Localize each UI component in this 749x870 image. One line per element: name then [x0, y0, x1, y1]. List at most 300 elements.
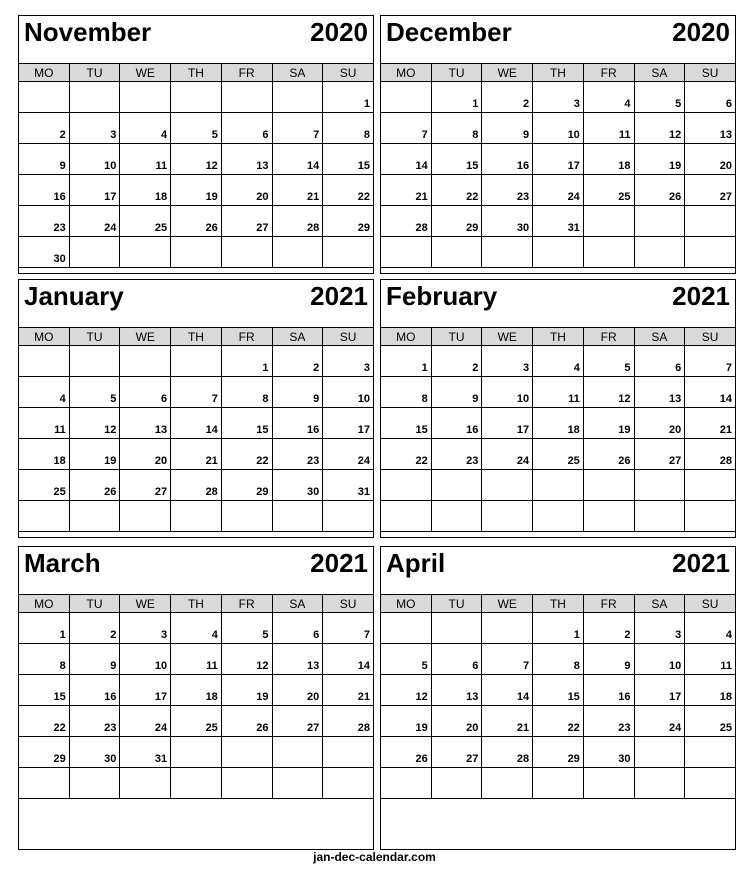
day-cell: 26 [221, 706, 272, 737]
month-name: February [386, 281, 498, 311]
week-row [19, 439, 374, 470]
weekday-label: MO [381, 595, 432, 613]
day-cell: 30 [69, 737, 120, 768]
day-cell [482, 470, 533, 501]
week-row [381, 144, 736, 175]
month-header [19, 547, 373, 594]
day-cell: 30 [583, 737, 634, 768]
day-cell: 28 [685, 439, 736, 470]
day-cell: 5 [171, 113, 222, 144]
day-cell [482, 768, 533, 799]
day-cell: 15 [221, 408, 272, 439]
weekday-label: TH [171, 595, 222, 613]
day-cell [634, 470, 685, 501]
week-row [19, 737, 374, 768]
week-row [381, 237, 736, 268]
month-name: January [24, 281, 124, 311]
day-cell: 28 [482, 737, 533, 768]
day-cell [120, 237, 171, 268]
month-header [19, 280, 373, 327]
week-row [381, 377, 736, 408]
day-cell: 10 [120, 644, 171, 675]
day-cell: 11 [583, 113, 634, 144]
month-december-2020 [380, 15, 736, 274]
day-cell [381, 470, 432, 501]
day-cell: 7 [685, 346, 736, 377]
day-cell: 10 [482, 377, 533, 408]
day-cell: 8 [533, 644, 584, 675]
day-cell [19, 768, 70, 799]
day-cell: 20 [634, 408, 685, 439]
day-cell: 23 [69, 706, 120, 737]
day-cell: 9 [583, 644, 634, 675]
day-cell [323, 237, 374, 268]
day-cell [482, 613, 533, 644]
day-cell: 28 [272, 206, 323, 237]
weekday-label: SU [685, 64, 736, 82]
day-cell: 7 [272, 113, 323, 144]
day-cell: 1 [533, 613, 584, 644]
day-cell: 3 [533, 82, 584, 113]
day-cell: 14 [272, 144, 323, 175]
weekday-label: TH [171, 328, 222, 346]
day-cell [381, 613, 432, 644]
weekday-label: FR [221, 328, 272, 346]
month-year: 2021 [672, 548, 730, 578]
weekday-label: TU [431, 328, 482, 346]
month-header [19, 16, 373, 63]
day-cell [120, 501, 171, 532]
month-name: March [24, 548, 101, 578]
day-cell: 12 [69, 408, 120, 439]
day-cell: 13 [685, 113, 736, 144]
day-cell: 21 [323, 675, 374, 706]
day-cell: 1 [431, 82, 482, 113]
day-cell: 11 [685, 644, 736, 675]
day-cell: 12 [634, 113, 685, 144]
day-cell: 2 [431, 346, 482, 377]
day-cell: 20 [120, 439, 171, 470]
weekday-label: SU [323, 595, 374, 613]
day-cell: 20 [272, 675, 323, 706]
month-february-2021 [380, 279, 736, 538]
day-cell [533, 237, 584, 268]
week-row [381, 501, 736, 532]
week-row [19, 82, 374, 113]
week-row [19, 144, 374, 175]
day-cell: 19 [171, 175, 222, 206]
day-cell: 7 [171, 377, 222, 408]
day-cell: 17 [120, 675, 171, 706]
day-cell: 7 [381, 113, 432, 144]
day-cell: 19 [381, 706, 432, 737]
week-row [381, 706, 736, 737]
day-cell [221, 501, 272, 532]
weekday-label: FR [583, 595, 634, 613]
weekday-header-row [19, 595, 374, 613]
day-cell [634, 501, 685, 532]
day-cell: 22 [533, 706, 584, 737]
weekday-label: MO [381, 328, 432, 346]
day-cell: 3 [634, 613, 685, 644]
day-cell: 9 [431, 377, 482, 408]
weekday-label: TH [533, 328, 584, 346]
day-cell: 21 [381, 175, 432, 206]
day-cell: 18 [685, 675, 736, 706]
day-cell: 6 [634, 346, 685, 377]
day-cell [685, 768, 736, 799]
day-cell [171, 346, 222, 377]
month-year: 2021 [310, 548, 368, 578]
day-cell: 2 [69, 613, 120, 644]
day-cell: 8 [431, 113, 482, 144]
month-january-2021 [18, 279, 374, 538]
day-cell: 26 [583, 439, 634, 470]
day-cell: 13 [272, 644, 323, 675]
day-cell: 4 [19, 377, 70, 408]
day-cell [431, 470, 482, 501]
day-cell [583, 237, 634, 268]
week-row [19, 470, 374, 501]
day-cell: 1 [323, 82, 374, 113]
month-header [381, 547, 735, 594]
day-cell: 25 [19, 470, 70, 501]
week-row [19, 644, 374, 675]
weekday-label: FR [583, 64, 634, 82]
day-cell: 13 [431, 675, 482, 706]
day-cell: 28 [171, 470, 222, 501]
day-cell [431, 237, 482, 268]
day-cell [272, 82, 323, 113]
day-cell [685, 501, 736, 532]
weekday-label: FR [583, 328, 634, 346]
day-cell: 27 [685, 175, 736, 206]
day-cell: 16 [19, 175, 70, 206]
week-row [381, 644, 736, 675]
day-cell: 15 [533, 675, 584, 706]
day-cell [431, 613, 482, 644]
weekday-label: SA [634, 328, 685, 346]
week-row [19, 706, 374, 737]
day-cell [171, 501, 222, 532]
weekday-label: TU [69, 328, 120, 346]
day-cell [171, 768, 222, 799]
day-cell: 15 [323, 144, 374, 175]
day-cell: 14 [685, 377, 736, 408]
day-cell: 27 [634, 439, 685, 470]
day-cell: 15 [431, 144, 482, 175]
day-cell [272, 237, 323, 268]
week-row [19, 346, 374, 377]
day-cell [323, 737, 374, 768]
day-cell: 25 [685, 706, 736, 737]
day-cell: 20 [685, 144, 736, 175]
day-cell: 29 [323, 206, 374, 237]
month-year: 2020 [672, 17, 730, 47]
day-cell: 1 [381, 346, 432, 377]
day-cell [221, 237, 272, 268]
day-cell [634, 768, 685, 799]
day-cell: 18 [533, 408, 584, 439]
month-year: 2021 [672, 281, 730, 311]
weekday-label: TH [171, 64, 222, 82]
day-cell: 30 [19, 237, 70, 268]
day-cell: 2 [583, 613, 634, 644]
week-row [381, 113, 736, 144]
day-cell: 10 [323, 377, 374, 408]
weekday-label: SU [685, 328, 736, 346]
day-cell: 20 [221, 175, 272, 206]
day-cell: 11 [533, 377, 584, 408]
week-row [19, 377, 374, 408]
day-cell: 13 [120, 408, 171, 439]
weekday-label: MO [381, 64, 432, 82]
day-cell: 12 [381, 675, 432, 706]
day-cell: 3 [120, 613, 171, 644]
day-cell: 11 [19, 408, 70, 439]
day-cell: 6 [431, 644, 482, 675]
day-cell: 4 [583, 82, 634, 113]
week-row [381, 737, 736, 768]
weekday-header-row [381, 328, 736, 346]
day-cell [323, 501, 374, 532]
day-cell: 19 [634, 144, 685, 175]
week-row [19, 113, 374, 144]
day-cell [685, 470, 736, 501]
day-cell: 8 [221, 377, 272, 408]
weekday-label: FR [221, 595, 272, 613]
day-cell [69, 237, 120, 268]
week-row [19, 206, 374, 237]
day-cell [69, 346, 120, 377]
day-cell [533, 470, 584, 501]
day-cell: 4 [171, 613, 222, 644]
day-cell: 3 [482, 346, 533, 377]
weekday-label: TU [69, 64, 120, 82]
weekday-label: TH [533, 595, 584, 613]
week-row [381, 408, 736, 439]
day-cell [381, 237, 432, 268]
day-cell [171, 237, 222, 268]
day-cell [634, 206, 685, 237]
day-cell: 14 [482, 675, 533, 706]
day-cell: 15 [19, 675, 70, 706]
month-name: December [386, 17, 512, 47]
day-cell: 2 [272, 346, 323, 377]
day-cell: 17 [323, 408, 374, 439]
day-cell [381, 768, 432, 799]
week-row [381, 675, 736, 706]
day-cell: 25 [583, 175, 634, 206]
day-cell: 24 [634, 706, 685, 737]
week-row [19, 768, 374, 799]
day-cell: 24 [533, 175, 584, 206]
day-cell: 23 [19, 206, 70, 237]
weekday-label: SU [323, 64, 374, 82]
day-cell: 6 [120, 377, 171, 408]
day-cell: 22 [19, 706, 70, 737]
day-cell: 4 [685, 613, 736, 644]
day-cell: 29 [431, 206, 482, 237]
weekday-label: MO [19, 64, 70, 82]
day-cell [381, 82, 432, 113]
day-cell [431, 768, 482, 799]
day-cell: 17 [533, 144, 584, 175]
weekday-header-row [381, 64, 736, 82]
week-row [381, 346, 736, 377]
day-cell: 14 [323, 644, 374, 675]
weekday-label: MO [19, 595, 70, 613]
day-cell [685, 206, 736, 237]
week-row [381, 613, 736, 644]
day-cell: 18 [120, 175, 171, 206]
day-cell: 7 [482, 644, 533, 675]
day-cell: 9 [69, 644, 120, 675]
day-cell [583, 206, 634, 237]
day-cell: 14 [171, 408, 222, 439]
day-cell: 17 [69, 175, 120, 206]
month-year: 2020 [310, 17, 368, 47]
day-cell: 8 [323, 113, 374, 144]
day-cell [533, 768, 584, 799]
day-cell: 3 [69, 113, 120, 144]
calendar-grid [18, 63, 374, 268]
calendar-grid [380, 63, 736, 268]
week-row [381, 82, 736, 113]
day-cell: 4 [533, 346, 584, 377]
footer-site-url: jan-dec-calendar.com [313, 850, 436, 864]
day-cell: 27 [221, 206, 272, 237]
day-cell: 2 [19, 113, 70, 144]
day-cell: 10 [634, 644, 685, 675]
weekday-label: SA [272, 595, 323, 613]
day-cell: 26 [381, 737, 432, 768]
week-row [381, 470, 736, 501]
month-header [381, 16, 735, 63]
week-row [19, 675, 374, 706]
day-cell: 27 [431, 737, 482, 768]
day-cell: 16 [583, 675, 634, 706]
day-cell: 13 [221, 144, 272, 175]
day-cell: 16 [482, 144, 533, 175]
day-cell [272, 501, 323, 532]
day-cell: 31 [323, 470, 374, 501]
day-cell: 7 [323, 613, 374, 644]
week-row [381, 206, 736, 237]
day-cell: 1 [221, 346, 272, 377]
day-cell: 31 [533, 206, 584, 237]
day-cell: 23 [431, 439, 482, 470]
day-cell [221, 82, 272, 113]
day-cell: 5 [221, 613, 272, 644]
day-cell [583, 501, 634, 532]
day-cell: 21 [272, 175, 323, 206]
day-cell: 5 [634, 82, 685, 113]
day-cell: 21 [171, 439, 222, 470]
day-cell: 6 [685, 82, 736, 113]
weekday-label: SA [272, 328, 323, 346]
day-cell [69, 82, 120, 113]
week-row [19, 613, 374, 644]
day-cell: 9 [272, 377, 323, 408]
day-cell: 23 [272, 439, 323, 470]
weekday-label: SA [272, 64, 323, 82]
day-cell: 22 [431, 175, 482, 206]
day-cell: 6 [221, 113, 272, 144]
day-cell: 9 [482, 113, 533, 144]
day-cell: 29 [221, 470, 272, 501]
day-cell: 4 [120, 113, 171, 144]
calendar-grid [18, 594, 374, 799]
day-cell [482, 237, 533, 268]
day-cell: 13 [634, 377, 685, 408]
day-cell: 29 [19, 737, 70, 768]
weekday-label: TU [431, 595, 482, 613]
day-cell: 22 [381, 439, 432, 470]
day-cell [69, 501, 120, 532]
day-cell: 23 [482, 175, 533, 206]
weekday-label: WE [120, 595, 171, 613]
weekday-label: SA [634, 595, 685, 613]
day-cell [272, 737, 323, 768]
day-cell: 20 [431, 706, 482, 737]
day-cell: 15 [381, 408, 432, 439]
weekday-label: SA [634, 64, 685, 82]
day-cell: 25 [171, 706, 222, 737]
day-cell: 16 [69, 675, 120, 706]
day-cell: 1 [19, 613, 70, 644]
weekday-label: WE [482, 328, 533, 346]
day-cell: 5 [69, 377, 120, 408]
day-cell: 28 [381, 206, 432, 237]
weekday-label: SU [685, 595, 736, 613]
month-april-2021 [380, 546, 736, 850]
day-cell: 11 [120, 144, 171, 175]
day-cell: 19 [583, 408, 634, 439]
weekday-header-row [381, 595, 736, 613]
day-cell: 22 [323, 175, 374, 206]
day-cell: 21 [482, 706, 533, 737]
weekday-label: WE [120, 64, 171, 82]
day-cell: 26 [171, 206, 222, 237]
day-cell [120, 346, 171, 377]
day-cell: 24 [69, 206, 120, 237]
day-cell [583, 768, 634, 799]
day-cell: 5 [583, 346, 634, 377]
month-march-2021 [18, 546, 374, 850]
day-cell: 24 [323, 439, 374, 470]
week-row [19, 408, 374, 439]
month-november-2020 [18, 15, 374, 274]
calendar-grid [380, 594, 736, 799]
day-cell [221, 737, 272, 768]
calendar-grid [380, 327, 736, 532]
weekday-label: WE [482, 64, 533, 82]
day-cell [381, 501, 432, 532]
day-cell [482, 501, 533, 532]
day-cell: 26 [69, 470, 120, 501]
weekday-label: WE [120, 328, 171, 346]
week-row [381, 175, 736, 206]
month-header [381, 280, 735, 327]
day-cell: 16 [272, 408, 323, 439]
weekday-header-row [19, 64, 374, 82]
month-year: 2021 [310, 281, 368, 311]
month-name: November [24, 17, 152, 47]
day-cell [685, 237, 736, 268]
day-cell: 14 [381, 144, 432, 175]
day-cell: 11 [171, 644, 222, 675]
